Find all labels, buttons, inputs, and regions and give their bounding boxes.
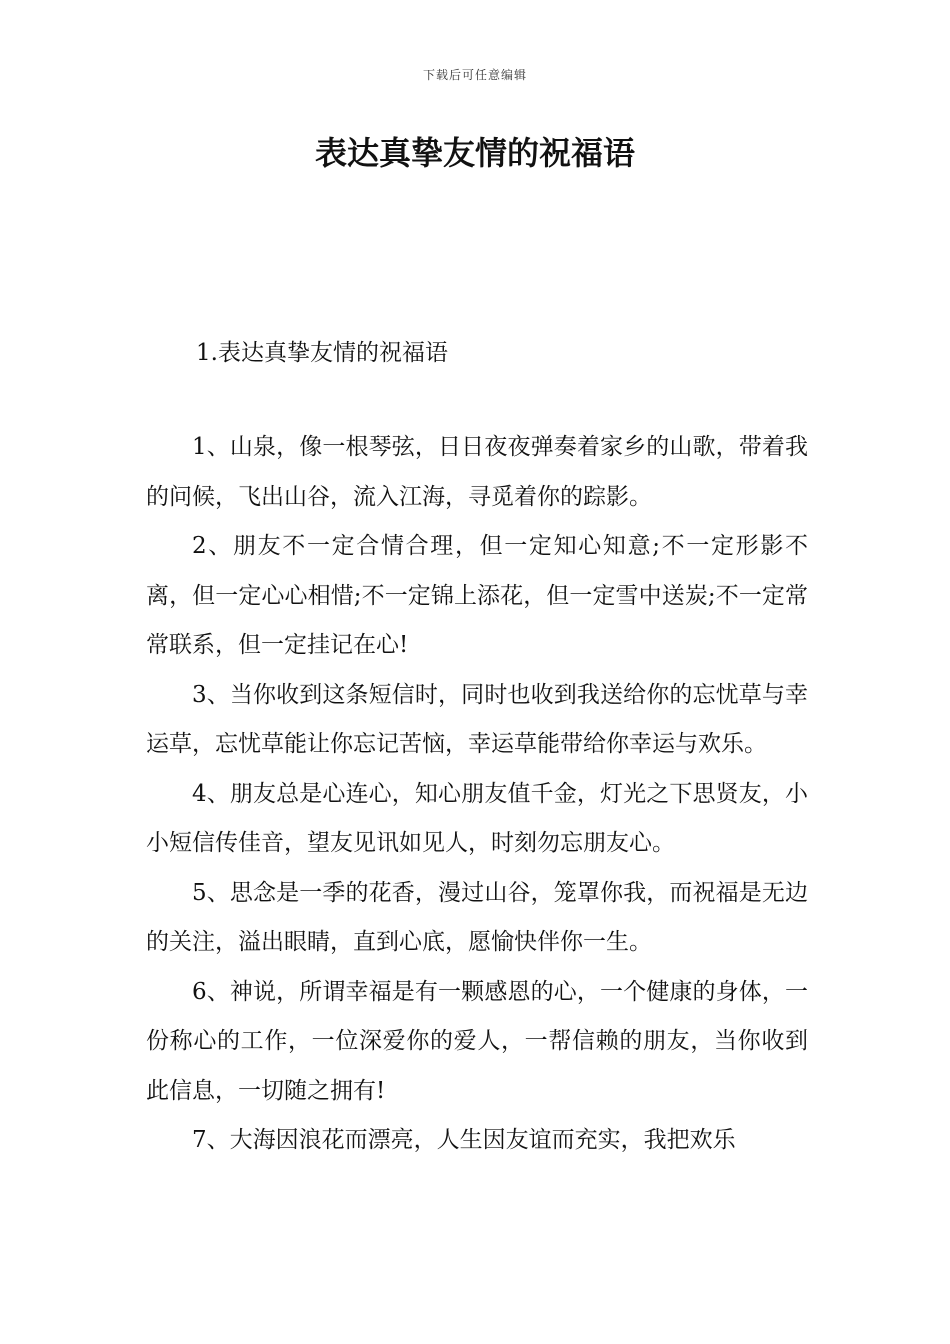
paragraph-4: 4、朋友总是心连心，知心朋友值千金，灯光之下思贤友，小小短信传佳音，望友见讯如见人，时刻勿忘朋友心。 (146, 780, 808, 856)
paragraph-1: 1、山泉，像一根琴弦，日日夜夜弹奏着家乡的山歌，带着我的问候，飞出山谷，流入江海，寻觅着你的踪影。 (146, 434, 808, 510)
paragraph-6: 6、神说，所谓幸福是有一颗感恩的心，一个健康的身体，一份称心的工作，一位深爱你的爱人，一帮信赖的朋友，当你收到此信息，一切随之拥有! (146, 978, 808, 1104)
paragraph-7: 7、大海因浪花而漂亮，人生因友谊而充实，我把欢乐 (192, 1127, 736, 1153)
header-note: 下载后可任意编辑 (422, 68, 527, 82)
paragraph-2: 2、朋友不一定合情合理，但一定知心知意;不一定形影不离，但一定心心相惜;不一定锦上添花，但一定雪中送炭;不一定常常联系，但一定挂记在心! (146, 533, 808, 658)
document-title: 表达真挚友情的祝福语 (314, 134, 635, 172)
paragraph-3: 3、当你收到这条短信时，同时也收到我送给你的忘忧草与幸运草，忘忧草能让你忘记苦恼，幸运草能带给你幸运与欢乐。 (146, 681, 808, 757)
paragraph-5: 5、思念是一季的花香，漫过山谷，笼罩你我，而祝福是无边的关注，溢出眼睛，直到心底，愿愉快伴你一生。 (146, 879, 808, 955)
section-heading: 1.表达真挚友情的祝福语 (196, 340, 448, 366)
document-body (146, 423, 808, 1166)
